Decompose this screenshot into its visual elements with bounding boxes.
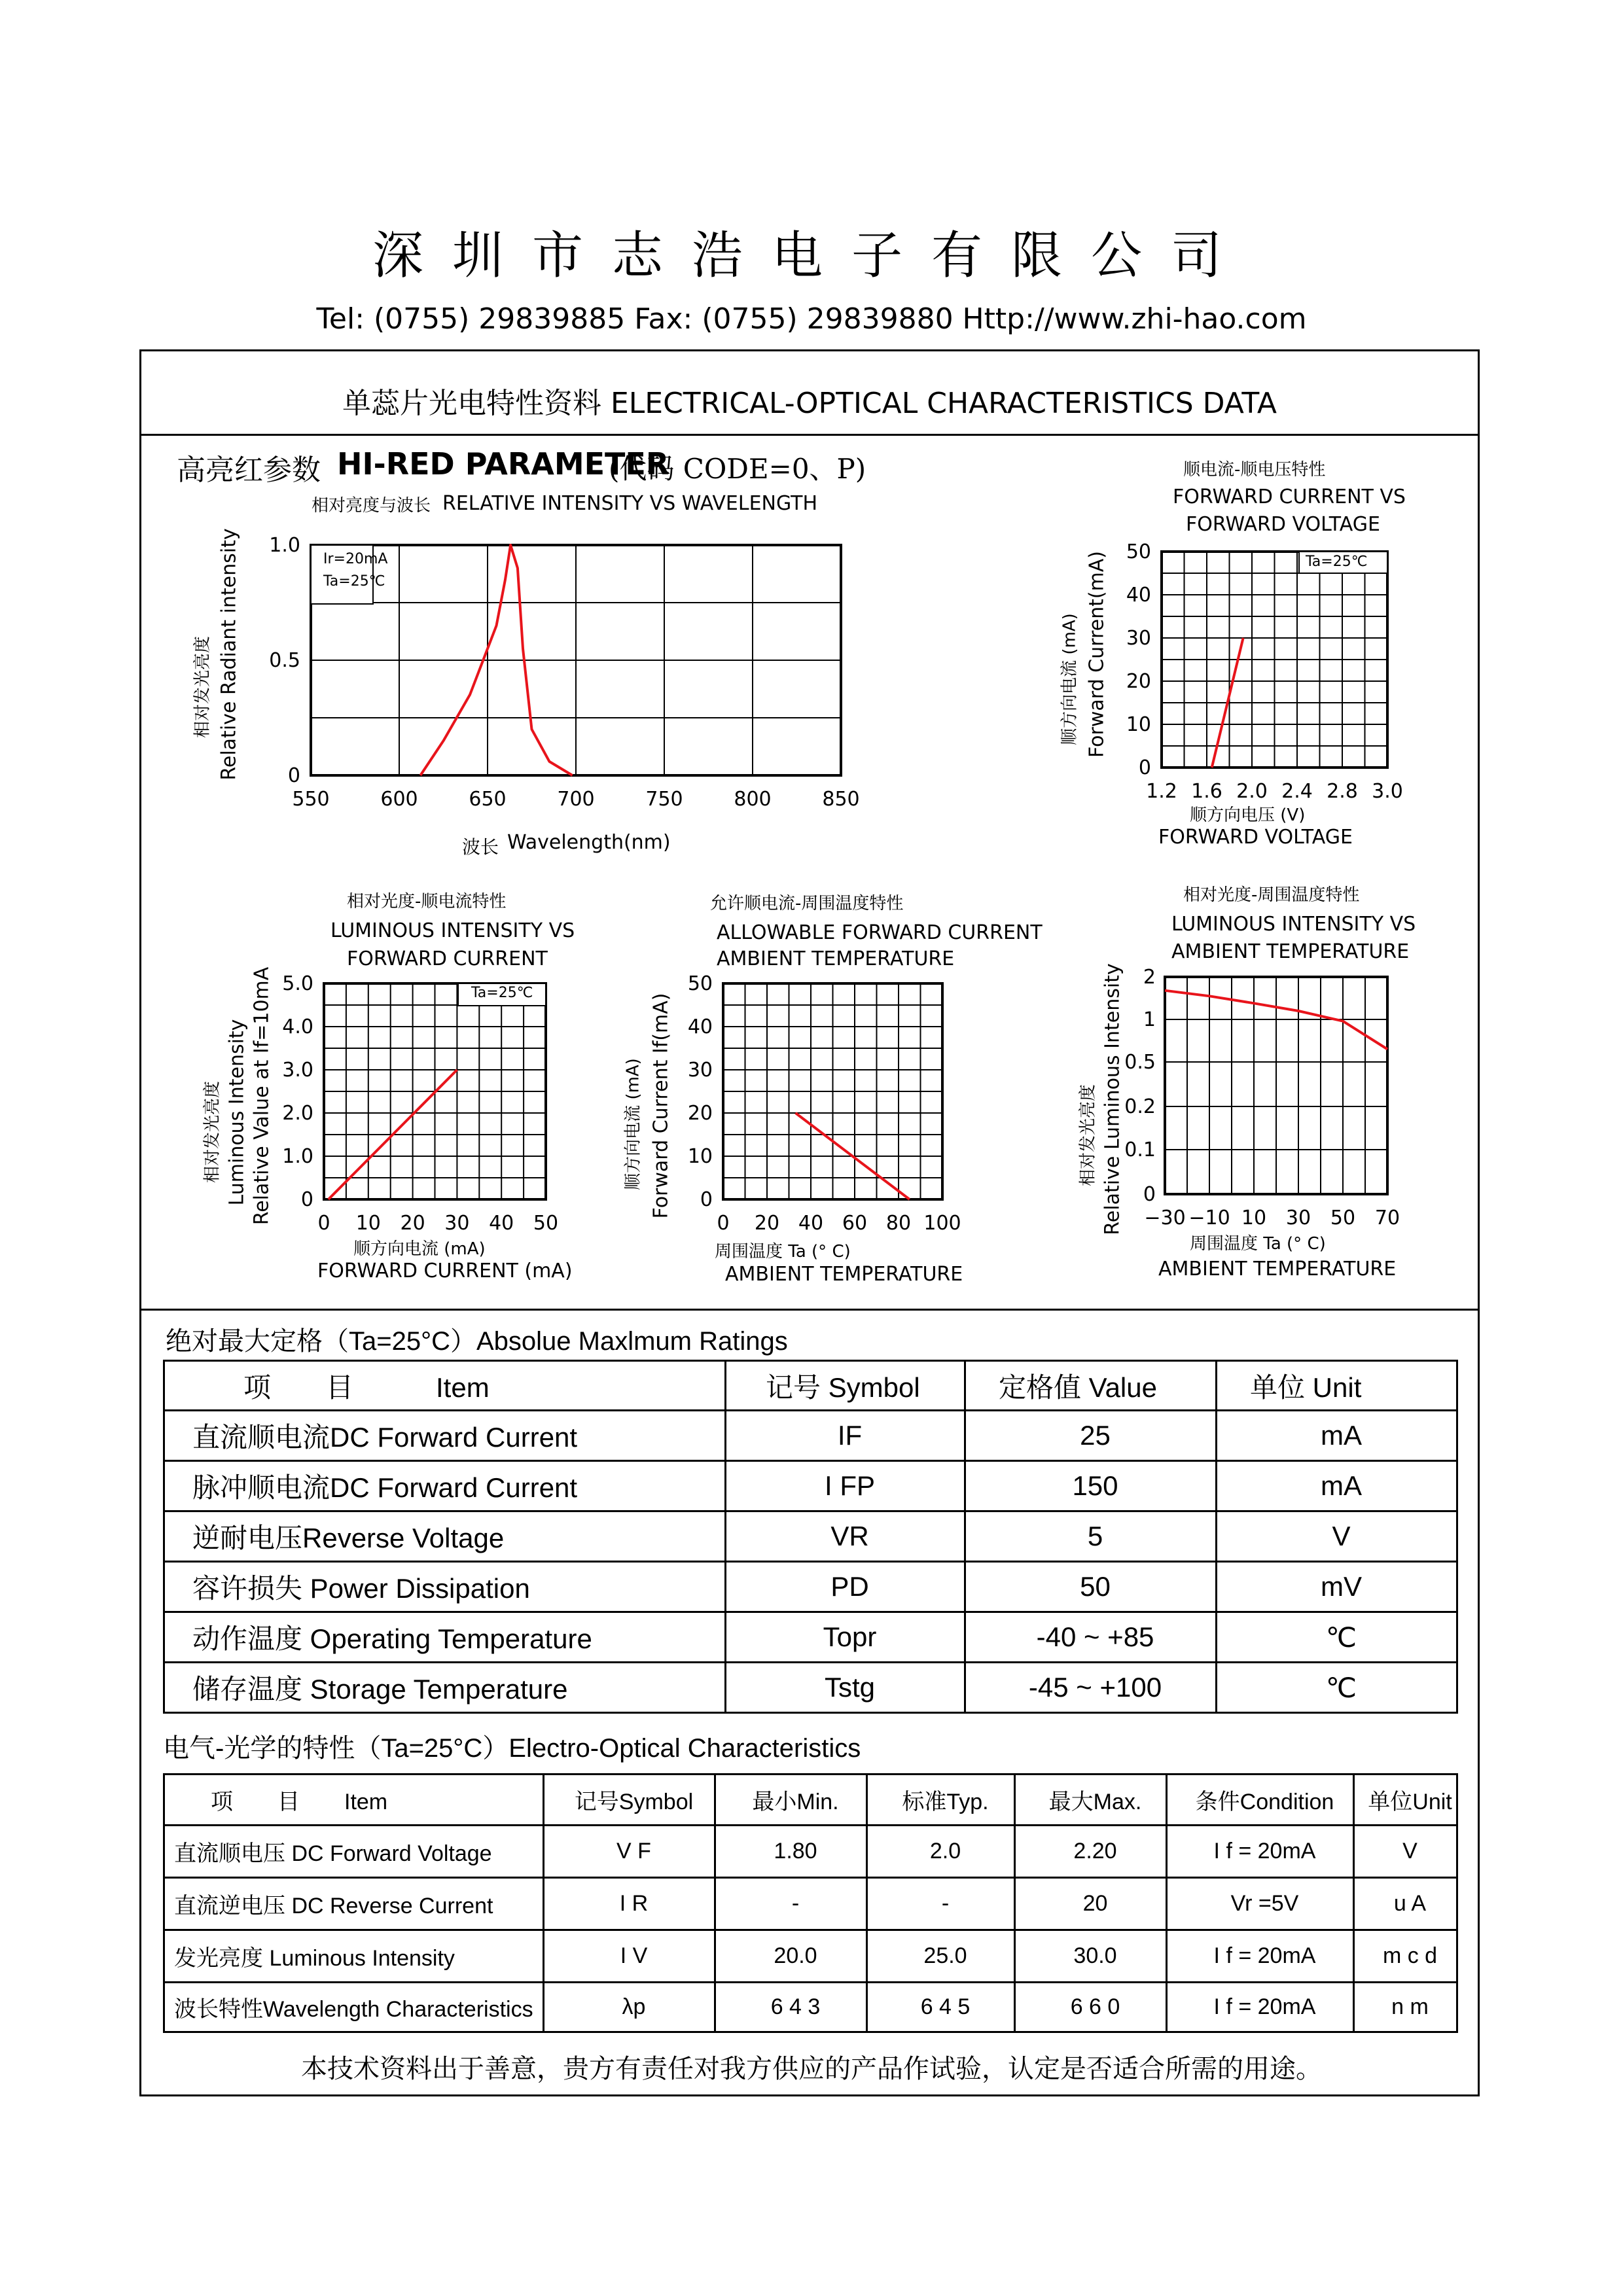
- abs-cell-unit: ℃: [1217, 1663, 1457, 1713]
- abs-cell-item: 脉冲顺电流DC Forward Current: [164, 1461, 726, 1511]
- abs-header-row: [164, 1361, 1457, 1411]
- abs-cell-value: 5: [965, 1511, 1217, 1562]
- x-tick-label: 1.6: [1191, 780, 1222, 803]
- eo-cell-condition: Vr =5V: [1167, 1878, 1354, 1930]
- chart1-xlabel-cn: 波长: [462, 836, 499, 858]
- chart2-ylabel: Forward Current(mA): [1085, 550, 1109, 758]
- chart2-title: FORWARD CURRENT VS: [1173, 486, 1406, 508]
- eo-header-symbol: 记号Symbol: [544, 1775, 715, 1826]
- y-tick-label: 1: [1143, 1008, 1156, 1031]
- chart5-title: LUMINOUS INTENSITY VS: [1171, 913, 1416, 936]
- chart4-xlabel: AMBIENT TEMPERATURE: [725, 1263, 963, 1286]
- chart1-ylabel: Relative Radiant intensity: [217, 528, 241, 781]
- abs-header-symbol: 记号 Symbol: [726, 1361, 965, 1411]
- eo-cell-min: 6 4 3: [715, 1983, 867, 2032]
- y-tick-label: 1.0: [269, 534, 300, 557]
- abs-cell-symbol: I FP: [726, 1461, 965, 1511]
- chart3-xlabel-cn: 顺方向电流 (mA): [353, 1239, 486, 1259]
- chart1-ylabel-cn: 相对发光亮度: [192, 635, 213, 739]
- y-tick-label: 4.0: [282, 1016, 313, 1038]
- eo-cell-max: 2.20: [1015, 1826, 1167, 1878]
- abs-cell-symbol: PD: [726, 1562, 965, 1612]
- eo-cell-min: -: [715, 1878, 867, 1930]
- abs-header-item: 项 目 Item: [164, 1361, 726, 1411]
- eo-cell-symbol: V F: [544, 1826, 715, 1878]
- chart4: [661, 962, 969, 1237]
- abs-cell-unit: mV: [1217, 1562, 1457, 1612]
- y-tick-label: 5.0: [282, 972, 313, 995]
- param-title-cn: 高亮红参数: [177, 453, 321, 487]
- eo-cell-item: 直流顺电压 DC Forward Voltage: [164, 1826, 544, 1878]
- chart3: [262, 962, 569, 1237]
- chart3-ylabel2: Relative Value at If=10mA: [250, 966, 274, 1226]
- x-tick-label: 50: [533, 1212, 559, 1235]
- eo-header-item: 项 目 Item: [164, 1775, 544, 1826]
- abs-ratings-table: [163, 1360, 1458, 1714]
- x-tick-label: 30: [1285, 1207, 1311, 1229]
- table-row: [164, 1612, 1457, 1663]
- chart2: [1099, 530, 1427, 805]
- abs-cell-unit: mA: [1217, 1411, 1457, 1461]
- y-tick-label: 40: [1126, 584, 1151, 607]
- x-tick-label: 60: [842, 1212, 868, 1235]
- abs-cell-unit: mA: [1217, 1461, 1457, 1511]
- x-tick-label: 1.2: [1146, 780, 1177, 803]
- x-tick-label: 0: [717, 1212, 730, 1235]
- abs-cell-value: 25: [965, 1411, 1217, 1461]
- chart3-title: LUMINOUS INTENSITY VS: [330, 919, 575, 942]
- chart3-title-cn: 相对光度-顺电流特性: [347, 892, 507, 911]
- x-tick-label: 700: [557, 788, 595, 811]
- x-tick-label: 750: [645, 788, 683, 811]
- eo-header-unit: 单位Unit: [1354, 1775, 1457, 1826]
- eo-header-row: [164, 1775, 1457, 1826]
- eo-header-min: 最小Min.: [715, 1775, 867, 1826]
- x-tick-label: 30: [444, 1212, 470, 1235]
- chart5-title-cn: 相对光度-周围温度特性: [1183, 885, 1360, 905]
- eo-header-typ: 标准Typ.: [867, 1775, 1015, 1826]
- x-tick-label: −30: [1144, 1207, 1186, 1229]
- y-tick-label: 0: [1138, 756, 1151, 779]
- abs-cell-item: 储存温度 Storage Temperature: [164, 1663, 726, 1713]
- eo-cell-max: 20: [1015, 1878, 1167, 1930]
- x-tick-label: 2.0: [1236, 780, 1268, 803]
- y-tick-label: 3.0: [282, 1059, 313, 1082]
- eo-cell-condition: I f = 20mA: [1167, 1930, 1354, 1983]
- document-title: 单蕊片光电特性资料 ELECTRICAL-OPTICAL CHARACTERISTICS DATA: [342, 387, 1277, 420]
- y-tick-label: 20: [687, 1102, 713, 1125]
- x-tick-label: 80: [885, 1212, 912, 1235]
- eo-cell-symbol: λp: [544, 1983, 715, 2032]
- chart3-ylabel-cn: 相对发光亮度: [202, 1080, 223, 1184]
- chart2-xlabel-cn: 顺方向电压 (V): [1190, 805, 1306, 825]
- abs-cell-symbol: IF: [726, 1411, 965, 1461]
- table-row: [164, 1930, 1457, 1983]
- y-tick-label: 0.2: [1124, 1095, 1156, 1118]
- chart5-xlabel: AMBIENT TEMPERATURE: [1158, 1258, 1397, 1280]
- chart5: [1113, 952, 1414, 1230]
- abs-cell-item: 逆耐电压Reverse Voltage: [164, 1511, 726, 1562]
- eo-cell-symbol: I R: [544, 1878, 715, 1930]
- y-tick-label: 20: [1126, 670, 1151, 693]
- footer-note: 本技术资料出于善意，贵方有责任对我方供应的产品作试验，认定是否适合所需的用途。: [301, 2054, 1322, 2084]
- y-tick-label: 2.0: [282, 1102, 313, 1125]
- eo-cell-typ: -: [867, 1878, 1015, 1930]
- eo-cell-min: 20.0: [715, 1930, 867, 1983]
- eo-cell-condition: I f = 20mA: [1167, 1983, 1354, 2032]
- y-tick-label: 0.5: [1124, 1051, 1156, 1074]
- chart2-annotation: Ta=25℃: [1306, 554, 1368, 570]
- abs-cell-value: -45 ~ +100: [965, 1663, 1217, 1713]
- x-tick-label: −10: [1188, 1207, 1230, 1229]
- chart3-xlabel: FORWARD CURRENT (mA): [317, 1260, 573, 1282]
- abs-cell-item: 容许损失 Power Dissipation: [164, 1562, 726, 1612]
- eo-header-max: 最大Max.: [1015, 1775, 1167, 1826]
- abs-cell-symbol: Tstg: [726, 1663, 965, 1713]
- chart2-ylabel-cn: 顺方向电流 (mA): [1060, 613, 1080, 745]
- y-tick-label: 0: [1143, 1183, 1156, 1206]
- eo-cell-typ: 2.0: [867, 1826, 1015, 1878]
- x-tick-label: 800: [734, 788, 772, 811]
- eo-cell-typ: 6 4 5: [867, 1983, 1015, 2032]
- table-row: [164, 1826, 1457, 1878]
- x-tick-label: 2.4: [1281, 780, 1313, 803]
- chart3-title2: FORWARD CURRENT: [347, 947, 548, 970]
- x-tick-label: 20: [400, 1212, 425, 1235]
- param-code: (代码 CODE=0、P): [609, 453, 866, 485]
- y-tick-label: 1.0: [282, 1145, 313, 1168]
- chart2-xlabel: FORWARD VOLTAGE: [1158, 826, 1353, 849]
- x-tick-label: 40: [489, 1212, 514, 1235]
- y-tick-label: 0.1: [1124, 1139, 1156, 1161]
- title-divider: [139, 434, 1480, 436]
- table-row: [164, 1878, 1457, 1930]
- x-tick-label: 850: [822, 788, 860, 811]
- param-title-en: HI-RED PARAMETER: [337, 446, 669, 482]
- abs-header-unit: 单位 Unit: [1217, 1361, 1457, 1411]
- company-name: 深圳市志浩电子有限公司: [372, 226, 1251, 285]
- x-tick-label: 2.8: [1327, 780, 1358, 803]
- y-tick-label: 0.5: [269, 649, 300, 672]
- table-row: [164, 1562, 1457, 1612]
- table-row: [164, 1983, 1457, 2032]
- eo-cell-max: 6 6 0: [1015, 1983, 1167, 2032]
- abs-cell-symbol: Topr: [726, 1612, 965, 1663]
- table-row: [164, 1461, 1457, 1511]
- x-tick-label: 50: [1330, 1207, 1356, 1229]
- abs-ratings-title: 绝对最大定格（Ta=25°C）Absolue Maxlmum Ratings: [166, 1327, 788, 1356]
- chart2-title-cn: 顺电流-顺电压特性: [1183, 460, 1326, 480]
- x-tick-label: 100: [923, 1212, 961, 1235]
- y-tick-label: 0: [700, 1188, 713, 1211]
- abs-cell-value: 150: [965, 1461, 1217, 1511]
- x-tick-label: 10: [1241, 1207, 1267, 1229]
- abs-header-value: 定格值 Value: [965, 1361, 1217, 1411]
- eo-cell-unit: m c d: [1354, 1930, 1457, 1983]
- y-tick-label: 30: [1126, 627, 1151, 650]
- y-tick-label: 0: [287, 764, 300, 787]
- abs-cell-symbol: VR: [726, 1511, 965, 1562]
- chart2-title2: FORWARD VOLTAGE: [1186, 513, 1380, 536]
- chart3-annotation: Ta=25℃: [471, 985, 533, 1001]
- eo-chars-title: 电气-光学的特性（Ta=25°C）Electro-Optical Characteristics: [163, 1734, 861, 1763]
- contact-info: Tel: (0755) 29839885 Fax: (0755) 29839880 Http://www.zhi-hao.com: [316, 302, 1307, 336]
- x-tick-label: 550: [292, 788, 330, 811]
- chart5-ylabel: Relative Luminous Intensity: [1101, 963, 1124, 1235]
- abs-cell-item: 动作温度 Operating Temperature: [164, 1612, 726, 1663]
- chart3-ylabel: Luminous Intensity: [225, 1019, 249, 1206]
- chart1-title-cn: 相对亮度与波长: [312, 496, 431, 516]
- chart4-title-cn: 允许顺电流-周围温度特性: [710, 894, 904, 913]
- chart4-xlabel-cn: 周围温度 Ta (° C): [715, 1242, 851, 1262]
- x-tick-label: 600: [380, 788, 418, 811]
- eo-cell-unit: V: [1354, 1826, 1457, 1878]
- chart5-title2: AMBIENT TEMPERATURE: [1171, 940, 1410, 963]
- y-tick-label: 10: [1126, 713, 1151, 736]
- chart5-ylabel-cn: 相对发光亮度: [1078, 1084, 1098, 1187]
- y-tick-label: 0: [300, 1188, 313, 1211]
- abs-cell-value: 50: [965, 1562, 1217, 1612]
- x-tick-label: 0: [317, 1212, 330, 1235]
- x-tick-label: 40: [798, 1212, 824, 1235]
- chart4-ylabel: Forward Current If(mA): [649, 993, 673, 1219]
- chart1-annotation-temp: Ta=25℃: [323, 573, 385, 590]
- table-row: [164, 1411, 1457, 1461]
- y-tick-label: 30: [687, 1059, 713, 1082]
- y-tick-label: 40: [687, 1016, 713, 1038]
- x-tick-label: 70: [1374, 1207, 1400, 1229]
- chart1-xlabel: Wavelength(nm): [507, 831, 671, 854]
- eo-header-condition: 条件Condition: [1167, 1775, 1354, 1826]
- y-tick-label: 50: [687, 972, 713, 995]
- abs-cell-unit: V: [1217, 1511, 1457, 1562]
- eo-cell-max: 30.0: [1015, 1930, 1167, 1983]
- eo-cell-condition: I f = 20mA: [1167, 1826, 1354, 1878]
- eo-cell-item: 发光亮度 Luminous Intensity: [164, 1930, 544, 1983]
- x-tick-label: 10: [355, 1212, 381, 1235]
- table-row: [164, 1511, 1457, 1562]
- eo-cell-item: 直流逆电压 DC Reverse Current: [164, 1878, 544, 1930]
- chart4-title2: AMBIENT TEMPERATURE: [717, 947, 955, 970]
- chart1-annotation-current: Ir=20mA: [323, 551, 388, 567]
- chart1-title: RELATIVE INTENSITY VS WAVELENGTH: [442, 492, 818, 515]
- y-tick-label: 50: [1126, 540, 1151, 563]
- table-row: [164, 1663, 1457, 1713]
- eo-cell-typ: 25.0: [867, 1930, 1015, 1983]
- y-tick-label: 10: [687, 1145, 713, 1168]
- eo-cell-unit: u A: [1354, 1878, 1457, 1930]
- eo-cell-symbol: I V: [544, 1930, 715, 1983]
- abs-cell-unit: ℃: [1217, 1612, 1457, 1663]
- eo-chars-table: [163, 1773, 1458, 2033]
- x-tick-label: 650: [469, 788, 507, 811]
- chart4-title: ALLOWABLE FORWARD CURRENT: [717, 921, 1043, 944]
- eo-cell-unit: n m: [1354, 1983, 1457, 2032]
- eo-cell-item: 波长特性Wavelength Characteristics: [164, 1983, 544, 2032]
- chart5-xlabel-cn: 周围温度 Ta (° C): [1190, 1234, 1326, 1254]
- x-tick-label: 20: [754, 1212, 780, 1235]
- y-tick-label: 2: [1143, 966, 1156, 989]
- x-tick-label: 3.0: [1372, 780, 1403, 803]
- abs-cell-value: -40 ~ +85: [965, 1612, 1217, 1663]
- chart4-ylabel-cn: 顺方向电流 (mA): [623, 1058, 643, 1190]
- abs-cell-item: 直流顺电流DC Forward Current: [164, 1411, 726, 1461]
- eo-cell-min: 1.80: [715, 1826, 867, 1878]
- charts-divider: [139, 1309, 1480, 1311]
